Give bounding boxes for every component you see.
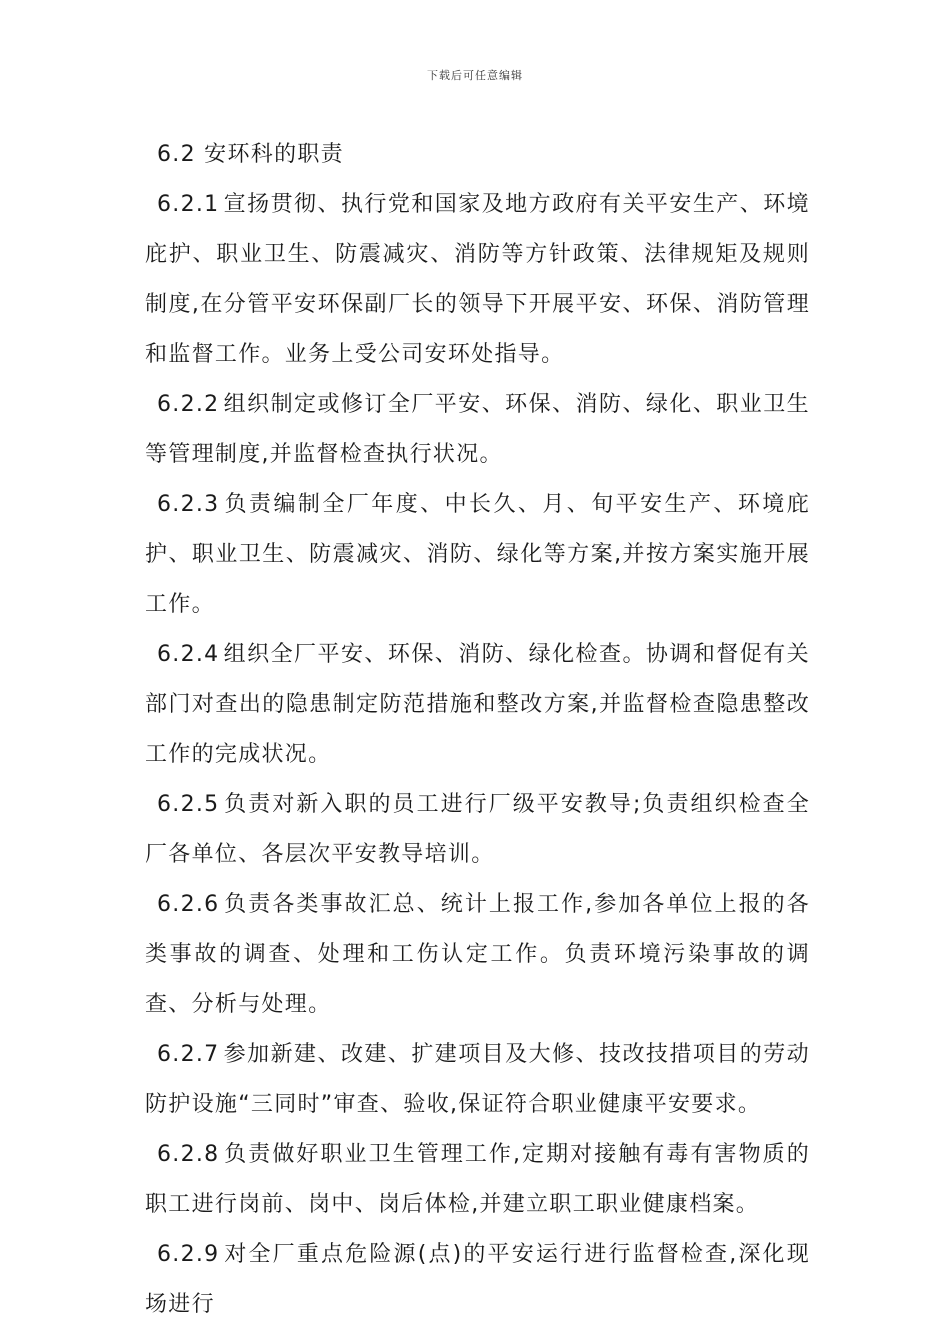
item-number: 6.2.5 — [157, 792, 220, 817]
duty-item-6-2-9 — [145, 1230, 810, 1330]
download-note: 下载后可任意编辑 — [427, 69, 523, 82]
item-number: 6.2.6 — [157, 892, 220, 917]
item-text: 负责对新入职的员工进行厂级平安教导;负责组织检查全厂各单位、各层次平安教导培训。 — [145, 792, 810, 867]
item-text: 负责各类事故汇总、统计上报工作,参加各单位上报的各类事故的调查、处理和工伤认定工作。负责环境污染事故的调查、分析与处理。 — [145, 892, 810, 1017]
item-number: 6.2.7 — [157, 1042, 220, 1067]
item-text: 宣扬贯彻、执行党和国家及地方政府有关平安生产、环境庇护、职业卫生、防震减灾、消防等方针政策、法律规矩及规则制度,在分管平安环保副厂长的领导下开展平安、环保、消防管理和监督工作。业务上受公司安环处指导。 — [145, 192, 810, 367]
item-text: 负责做好职业卫生管理工作,定期对接触有毒有害物质的职工进行岗前、岗中、岗后体检,并建立职工职业健康档案。 — [145, 1142, 810, 1217]
item-text: 组织全厂平安、环保、消防、绿化检查。协调和督促有关部门对查出的隐患制定防范措施和整改方案,并监督检查隐患整改工作的完成状况。 — [145, 642, 810, 767]
item-text: 负责编制全厂年度、中长久、月、旬平安生产、环境庇护、职业卫生、防震减灾、消防、绿化等方案,并按方案实施开展工作。 — [145, 492, 810, 617]
item-number: 6.2.9 — [157, 1242, 220, 1267]
item-text: 对全厂重点危险源(点)的平安运行进行监督检查,深化现场进行 — [145, 1242, 810, 1317]
duty-item-6-2-7 — [145, 1030, 810, 1130]
document-body — [145, 130, 810, 1330]
duty-item-6-2-5 — [145, 780, 810, 880]
duty-item-6-2-6 — [145, 880, 810, 1030]
item-number: 6.2.3 — [157, 492, 220, 517]
item-text: 组织制定或修订全厂平安、环保、消防、绿化、职业卫生等管理制度,并监督检查执行状况。 — [145, 392, 810, 467]
duty-item-6-2-4 — [145, 630, 810, 780]
item-number: 6.2.8 — [157, 1142, 220, 1167]
duty-item-6-2-2 — [145, 380, 810, 480]
item-number: 6.2.4 — [157, 642, 220, 667]
duty-item-6-2-1 — [145, 180, 810, 380]
duty-item-6-2-8 — [145, 1130, 810, 1230]
item-number: 6.2.2 — [157, 392, 220, 417]
item-number: 6.2.1 — [157, 192, 220, 217]
duty-item-6-2-3 — [145, 480, 810, 630]
section-title: 6.2 安环科的职责 — [157, 142, 344, 167]
item-text: 参加新建、改建、扩建项目及大修、技改技措项目的劳动防护设施“三同时”审查、验收,保证符合职业健康平安要求。 — [145, 1042, 810, 1117]
